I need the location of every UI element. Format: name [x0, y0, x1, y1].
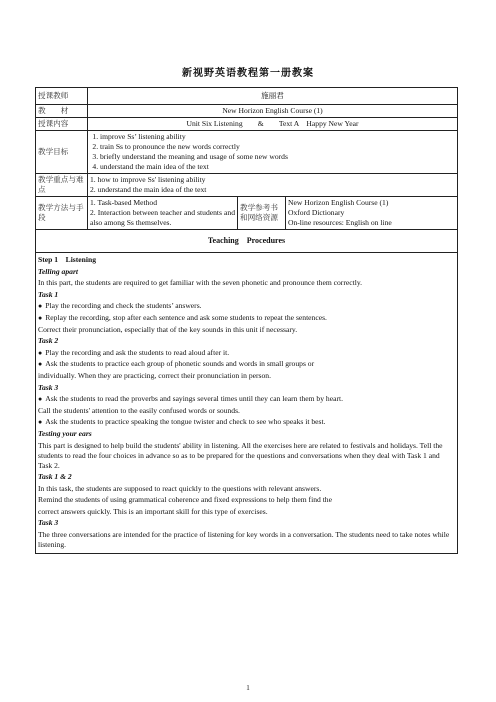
paragraph: This part is designed to help build the students' ability in listening. All the exercises here are related to festivals and holidays. Tell the students to read the four choices in advance so as to be prepared for the questions and conversations when they deal with Task 1 and Task 2. — [38, 440, 443, 470]
reference-cell — [286, 197, 458, 230]
content-value: Unit Six Listening & Text A Happy New Year — [88, 118, 458, 131]
objective-item: 1. improve Ss’ listening ability — [100, 132, 455, 142]
textbook-value: New Horizon English Course (1) — [88, 105, 458, 118]
procedures-body-row — [36, 253, 458, 554]
bullet-item: ● Ask the students to practice speaking the tongue twister and check to see who speaks it best. — [38, 417, 455, 427]
task-heading: Task 1 & 2 — [38, 472, 72, 482]
paragraph: correct answers quickly. This is an important skill for this type of exercises. — [38, 506, 268, 516]
objective-item: 3. briefly understand the meaning and usage of some new words — [100, 152, 455, 162]
content-label: 授课内容 — [36, 118, 88, 131]
key-point-item: 2. understand the main idea of the text — [90, 185, 207, 195]
method-item: 2. Interaction between teacher and students and also among Ss themselves. — [90, 208, 235, 228]
task-heading: Task 3 — [38, 518, 59, 528]
objectives-label: 教学目标 — [36, 131, 88, 174]
procedures-header: Teaching Procedures — [36, 230, 458, 253]
paragraph: Correct their pronunciation, especially that of the key sounds in this unit if necessary. — [38, 324, 298, 334]
reference-item: Oxford Dictionary — [288, 208, 345, 218]
paragraph: Call the students' attention to the easily confused words or sounds. — [38, 405, 240, 415]
lesson-plan-table — [35, 87, 458, 554]
method-row — [36, 197, 458, 230]
reference-item: New Horizon English Course (1) — [288, 198, 389, 208]
key-points-row — [36, 174, 458, 197]
objective-item: 2. train Ss to pronounce the new words correctly — [100, 142, 455, 152]
reference-label: 教学参考书和网络资源 — [238, 197, 286, 230]
teacher-row — [36, 88, 458, 105]
objective-item: 4. understand the main idea of the text — [100, 162, 455, 172]
method-label: 教学方法与手段 — [36, 197, 88, 230]
objectives-cell — [88, 131, 458, 174]
task-heading: Task 1 — [38, 289, 59, 299]
teacher-label: 授课教师 — [36, 88, 88, 105]
teacher-value: 施丽君 — [88, 88, 458, 105]
key-point-item: 1. how to improve Ss' listening ability — [90, 175, 206, 185]
content-row — [36, 118, 458, 131]
method-cell — [88, 197, 238, 230]
bullet-item: ● Ask the students to read the proverbs and sayings several times until they can learn them by heart. — [38, 394, 455, 404]
objectives-list — [90, 132, 455, 172]
reference-item: On-line resources: English on line — [288, 218, 392, 228]
page-title: 新视野英语教程第一册教案 — [182, 68, 314, 79]
procedures-header-row — [36, 230, 458, 253]
page-number: 1 — [246, 684, 250, 692]
bullet-item: ● Ask the students to practice each group of phonetic sounds and words in small groups or — [38, 359, 455, 369]
section-heading: Telling apart — [38, 266, 79, 276]
bullet-item: ● Replay the recording, stop after each sentence and ask some students to repeat the sentences. — [38, 313, 455, 323]
paragraph: In this part, the students are required to get familiar with the seven phonetic and pronounce them correctly. — [38, 278, 363, 288]
section-heading: Testing your ears — [38, 429, 92, 439]
textbook-label: 教 材 — [36, 105, 88, 118]
key-points-label: 教学重点与难点 — [36, 174, 88, 197]
procedures-body — [36, 253, 458, 554]
bullet-item: ● Play the recording and check the students’ answers. — [38, 301, 455, 311]
paragraph: In this task, the students are supposed to react quickly to the questions with relevant answers. — [38, 483, 322, 493]
bullet-item: ● Play the recording and ask the students to read aloud after it. — [38, 348, 455, 358]
step-heading: Step 1 Listening — [38, 255, 97, 265]
objectives-row — [36, 131, 458, 174]
task-heading: Task 2 — [38, 336, 59, 346]
textbook-row — [36, 105, 458, 118]
key-points-cell — [88, 174, 458, 197]
paragraph: individually. When they are practicing, correct their pronunciation in person. — [38, 371, 272, 381]
method-item: 1. Task-based Method — [90, 198, 158, 208]
task-heading: Task 3 — [38, 382, 59, 392]
paragraph: The three conversations are intended for the practice of listening for key words in a conversation. The students need to take notes while listening. — [38, 529, 450, 549]
paragraph: Remind the students of using grammatical coherence and fixed expressions to help them find the — [38, 495, 332, 505]
